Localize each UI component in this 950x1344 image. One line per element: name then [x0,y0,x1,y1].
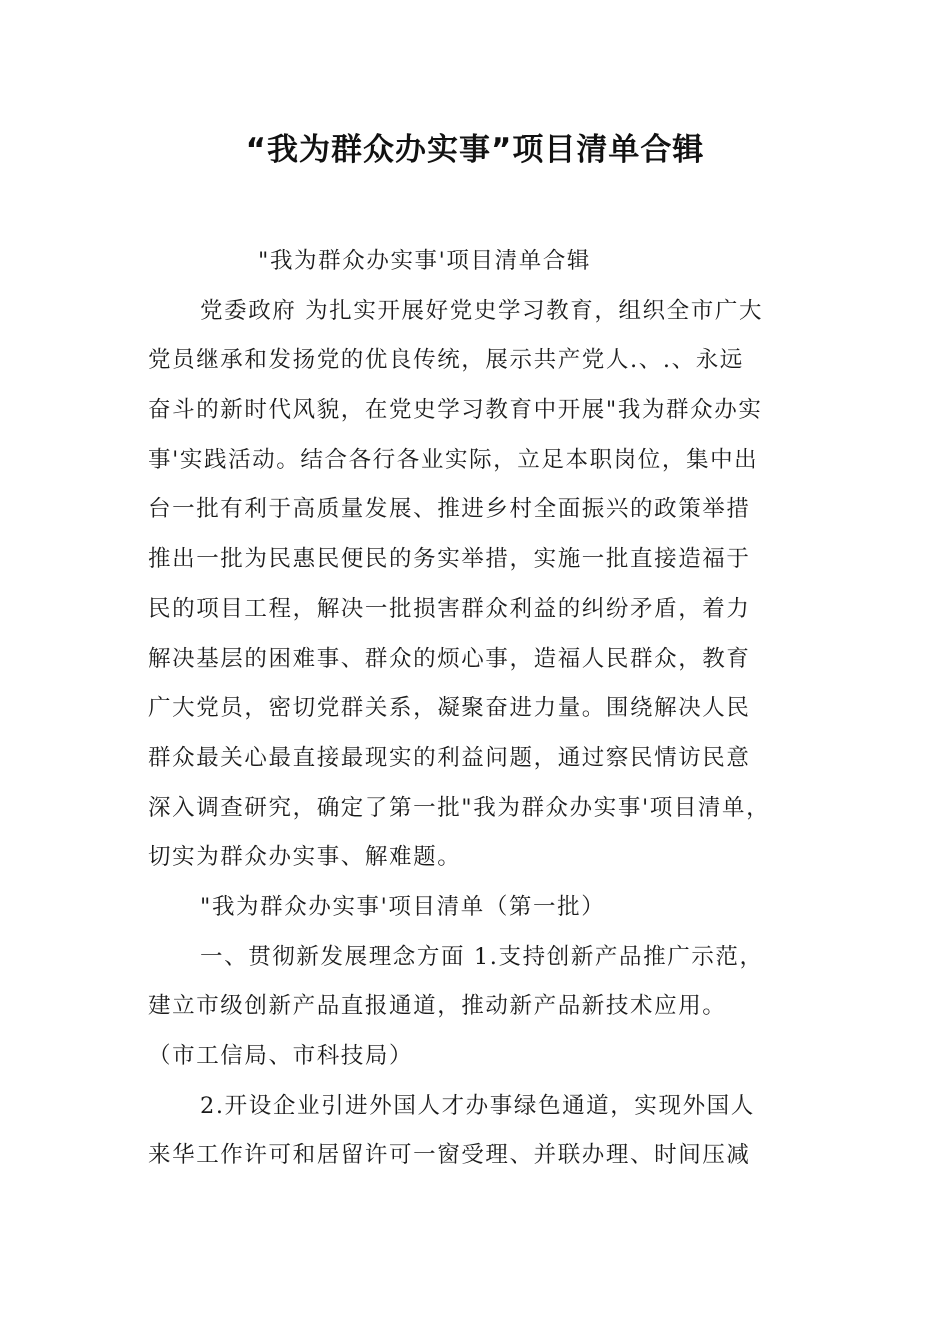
paragraph-line: 来华工作许可和居留许可一窗受理、并联办理、时间压减 [148,1142,751,1169]
paragraph-line: 党委政府 为扎实开展好党史学习教育，组织全市广大 [200,297,764,324]
section-heading: "我为群众办实事'项目清单（第一批） [200,893,606,920]
paragraph-line: 一、贯彻新发展理念方面 1.支持创新产品推广示范， [200,943,764,970]
paragraph-line: 深入调查研究，确定了第一批"我为群众办实事'项目清单， [148,794,771,821]
paragraph-line: 2.开设企业引进外国人才办事绿色通道，实现外国人 [200,1092,755,1119]
paragraph-line: 切实为群众办实事、解难题。 [148,844,462,871]
paragraph-line: 群众最关心最直接最现实的利益问题，通过察民情访民意 [148,744,751,771]
paragraph-line: 台一批有利于高质量发展、推进乡村全面振兴的政策举措 [148,496,751,523]
paragraph-line: 建立市级创新产品直报通道，推动新产品新技术应用。 [148,993,727,1020]
paragraph-line: 解决基层的困难事、群众的烦心事，造福人民群众，教育 [148,645,751,672]
document-body [148,237,828,1181]
paragraph-line: 民的项目工程，解决一批损害群众利益的纠纷矛盾，着力 [148,595,751,622]
paragraph-line: 党员继承和发扬党的优良传统，展示共产党人.、.、永远 [148,347,744,374]
document-title: “我为群众办实事”项目清单合辑 [245,132,705,168]
paragraph-line: 奋斗的新时代风貌，在党史学习教育中开展"我为群众办实 [148,397,763,424]
paragraph-line: 事'实践活动。结合各行各业实际，立足本职岗位，集中出 [148,446,759,473]
paragraph-line: 广大党员，密切党群关系，凝聚奋进力量。围绕解决人民 [148,695,751,722]
paragraph-line: 推出一批为民惠民便民的务实举措，实施一批直接造福于 [148,546,751,573]
paragraph-line: （市工信局、市科技局） [148,1043,414,1069]
subtitle-line: "我为群众办实事'项目清单合辑 [258,248,592,274]
